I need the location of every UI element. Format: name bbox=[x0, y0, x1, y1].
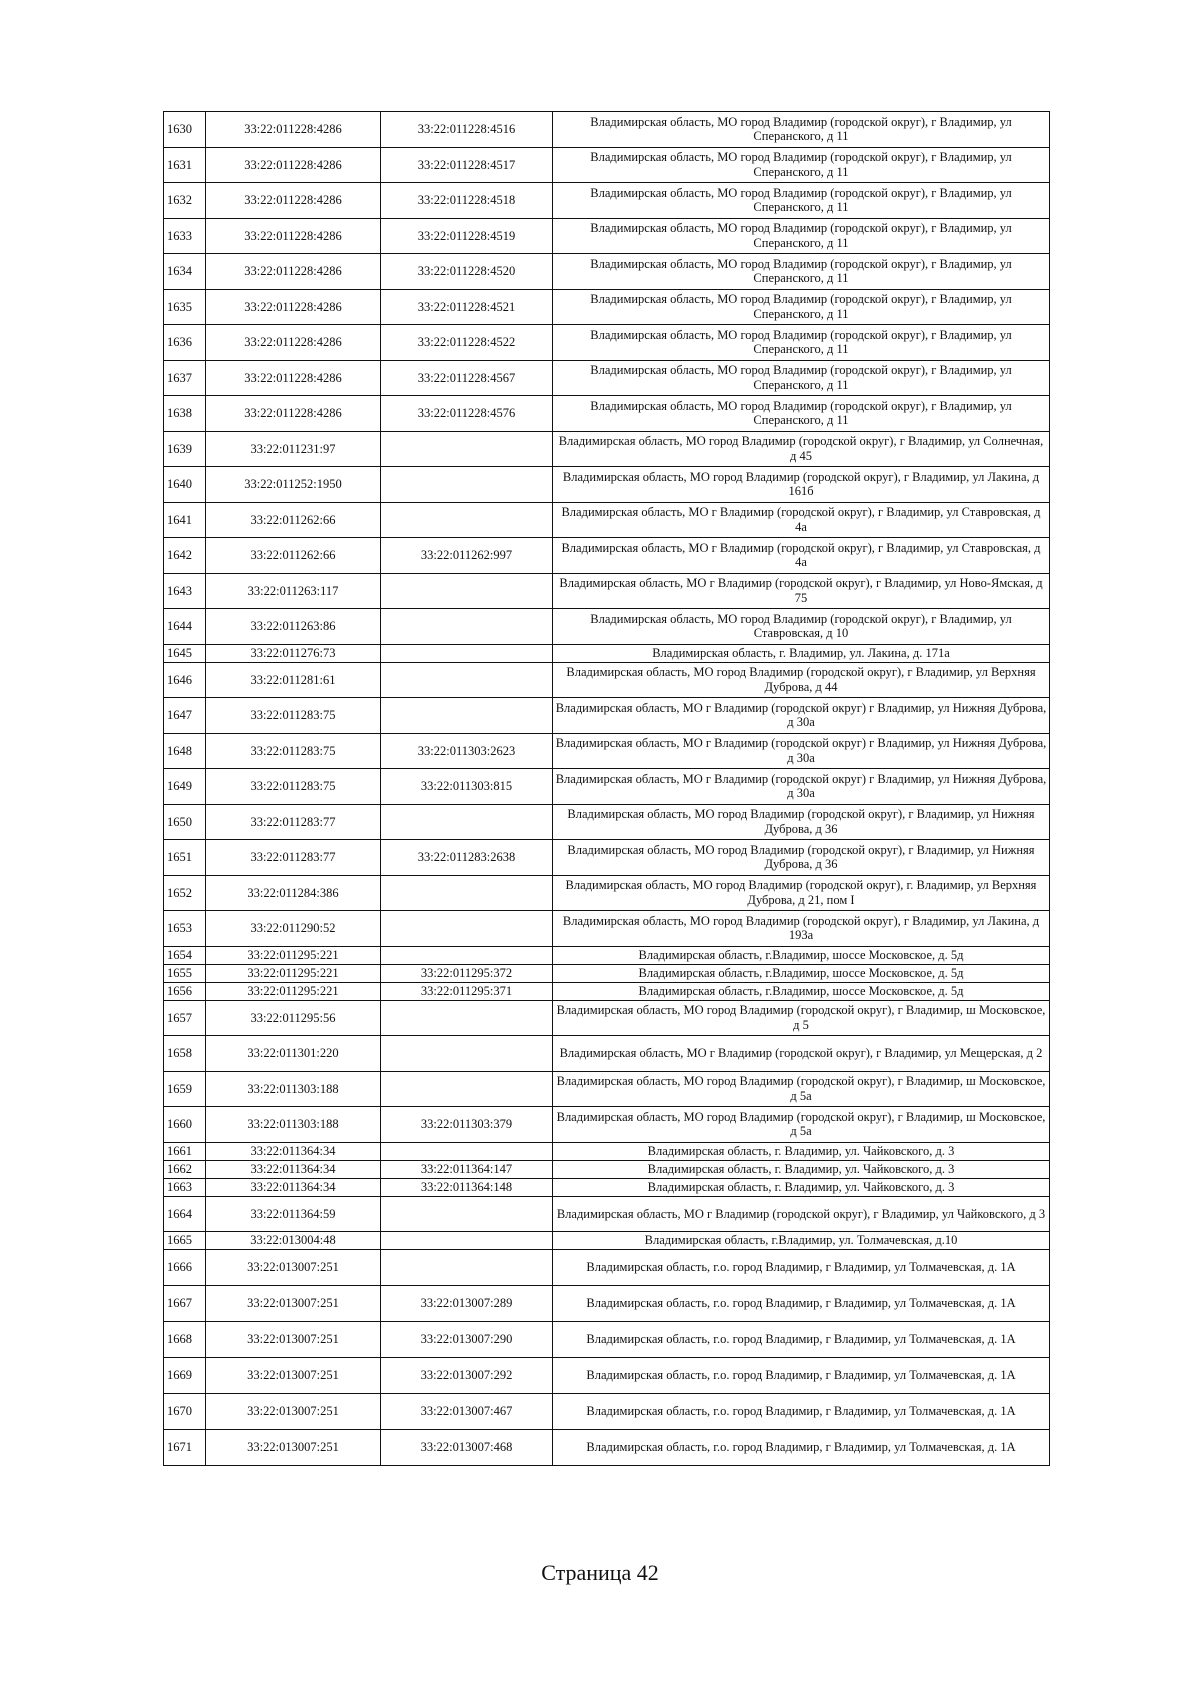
table-row bbox=[164, 254, 1050, 290]
cadastral-number: 33:22:011262:66 bbox=[206, 538, 381, 574]
address-cell: Владимирская область, МО город Владимир (городской округ), г Владимир, ул Сперанского, д 11 bbox=[553, 112, 1050, 148]
address-cell: Владимирская область, МО город Владимир (городской округ), г Владимир, ул Сперанского, д 11 bbox=[553, 183, 1050, 219]
table-row bbox=[164, 1394, 1050, 1430]
row-number: 1656 bbox=[164, 982, 206, 1000]
cadastral-number: 33:22:013007:251 bbox=[206, 1322, 381, 1358]
cadastral-number: 33:22:011303:188 bbox=[206, 1071, 381, 1107]
row-number: 1635 bbox=[164, 289, 206, 325]
table-row bbox=[164, 1250, 1050, 1286]
cadastral-number: 33:22:011283:77 bbox=[206, 840, 381, 876]
sub-cadastral-number: 33:22:011228:4567 bbox=[381, 360, 553, 396]
row-number: 1645 bbox=[164, 644, 206, 662]
sub-cadastral-number: 33:22:013007:468 bbox=[381, 1430, 553, 1466]
row-number: 1663 bbox=[164, 1178, 206, 1196]
sub-cadastral-number: 33:22:011228:4522 bbox=[381, 325, 553, 361]
table-body bbox=[164, 112, 1050, 1466]
address-cell: Владимирская область, МО город Владимир (городской округ), г Владимир, ул Лакина, д 193а bbox=[553, 911, 1050, 947]
row-number: 1654 bbox=[164, 946, 206, 964]
sub-cadastral-number: 33:22:011364:147 bbox=[381, 1160, 553, 1178]
table-row bbox=[164, 662, 1050, 698]
sub-cadastral-number bbox=[381, 609, 553, 645]
cadastral-number: 33:22:011295:221 bbox=[206, 982, 381, 1000]
cadastral-number: 33:22:011283:75 bbox=[206, 769, 381, 805]
cadastral-number: 33:22:011263:86 bbox=[206, 609, 381, 645]
table-row bbox=[164, 1107, 1050, 1143]
sub-cadastral-number: 33:22:013007:292 bbox=[381, 1358, 553, 1394]
row-number: 1669 bbox=[164, 1358, 206, 1394]
cadastral-number: 33:22:011228:4286 bbox=[206, 183, 381, 219]
address-cell: Владимирская область, МО город Владимир (городской округ), г. Владимир, ул Верхняя Дуброва, д 21, пом I bbox=[553, 875, 1050, 911]
address-cell: Владимирская область, МО г Владимир (городской округ) г Владимир, ул Нижняя Дуброва, д 30а bbox=[553, 698, 1050, 734]
sub-cadastral-number: 33:22:011228:4517 bbox=[381, 147, 553, 183]
row-number: 1666 bbox=[164, 1250, 206, 1286]
registry-table bbox=[163, 111, 1050, 1466]
cadastral-number: 33:22:011228:4286 bbox=[206, 112, 381, 148]
row-number: 1658 bbox=[164, 1036, 206, 1072]
sub-cadastral-number: 33:22:011228:4521 bbox=[381, 289, 553, 325]
sub-cadastral-number bbox=[381, 502, 553, 538]
table-row bbox=[164, 1322, 1050, 1358]
sub-cadastral-number: 33:22:011228:4516 bbox=[381, 112, 553, 148]
row-number: 1665 bbox=[164, 1232, 206, 1250]
row-number: 1639 bbox=[164, 431, 206, 467]
row-number: 1638 bbox=[164, 396, 206, 432]
sub-cadastral-number: 33:22:011262:997 bbox=[381, 538, 553, 574]
address-cell: Владимирская область, МО город Владимир (городской округ), г Владимир, ш Московское, д 5а bbox=[553, 1107, 1050, 1143]
cadastral-number: 33:22:011228:4286 bbox=[206, 147, 381, 183]
address-cell: Владимирская область, МО г Владимир (городской округ), г Владимир, ул Ставровская, д 4а bbox=[553, 502, 1050, 538]
table-row bbox=[164, 1071, 1050, 1107]
row-number: 1659 bbox=[164, 1071, 206, 1107]
sub-cadastral-number: 33:22:011283:2638 bbox=[381, 840, 553, 876]
sub-cadastral-number bbox=[381, 946, 553, 964]
row-number: 1661 bbox=[164, 1142, 206, 1160]
table-row bbox=[164, 112, 1050, 148]
table-row bbox=[164, 360, 1050, 396]
table-row bbox=[164, 1178, 1050, 1196]
row-number: 1667 bbox=[164, 1286, 206, 1322]
address-cell: Владимирская область, МО город Владимир (городской округ), г Владимир, ул Сперанского, д 11 bbox=[553, 254, 1050, 290]
row-number: 1637 bbox=[164, 360, 206, 396]
address-cell: Владимирская область, МО г Владимир (городской округ), г Владимир, ул Ново-Ямская, д 75 bbox=[553, 573, 1050, 609]
sub-cadastral-number: 33:22:013007:289 bbox=[381, 1286, 553, 1322]
address-cell: Владимирская область, МО город Владимир (городской округ), г Владимир, ш Московское, д 5а bbox=[553, 1071, 1050, 1107]
sub-cadastral-number bbox=[381, 1250, 553, 1286]
table-row bbox=[164, 1286, 1050, 1322]
sub-cadastral-number: 33:22:011303:815 bbox=[381, 769, 553, 805]
cadastral-number: 33:22:011283:77 bbox=[206, 804, 381, 840]
table-row bbox=[164, 1036, 1050, 1072]
address-cell: Владимирская область, г.о. город Владимир, г Владимир, ул Толмачевская, д. 1А bbox=[553, 1394, 1050, 1430]
sub-cadastral-number bbox=[381, 644, 553, 662]
sub-cadastral-number bbox=[381, 804, 553, 840]
table-row bbox=[164, 1196, 1050, 1232]
cadastral-number: 33:22:013007:251 bbox=[206, 1394, 381, 1430]
cadastral-number: 33:22:011290:52 bbox=[206, 911, 381, 947]
row-number: 1631 bbox=[164, 147, 206, 183]
table-row bbox=[164, 1142, 1050, 1160]
sub-cadastral-number: 33:22:011303:379 bbox=[381, 1107, 553, 1143]
cadastral-number: 33:22:011301:220 bbox=[206, 1036, 381, 1072]
address-cell: Владимирская область, МО город Владимир (городской округ), г Владимир, ул Сперанского, д 11 bbox=[553, 360, 1050, 396]
table-row bbox=[164, 1358, 1050, 1394]
address-cell: Владимирская область, МО город Владимир (городской округ), г Владимир, ул Верхняя Дуброва, д 44 bbox=[553, 662, 1050, 698]
row-number: 1651 bbox=[164, 840, 206, 876]
cadastral-number: 33:22:011303:188 bbox=[206, 1107, 381, 1143]
row-number: 1660 bbox=[164, 1107, 206, 1143]
row-number: 1662 bbox=[164, 1160, 206, 1178]
row-number: 1634 bbox=[164, 254, 206, 290]
table-row bbox=[164, 982, 1050, 1000]
cadastral-number: 33:22:011295:56 bbox=[206, 1000, 381, 1036]
sub-cadastral-number: 33:22:013007:290 bbox=[381, 1322, 553, 1358]
cadastral-number: 33:22:011276:73 bbox=[206, 644, 381, 662]
address-cell: Владимирская область, МО город Владимир (городской округ), г Владимир, ул Сперанского, д 11 bbox=[553, 325, 1050, 361]
table-row bbox=[164, 911, 1050, 947]
cadastral-number: 33:22:011364:34 bbox=[206, 1160, 381, 1178]
cadastral-number: 33:22:011364:34 bbox=[206, 1142, 381, 1160]
cadastral-number: 33:22:011228:4286 bbox=[206, 396, 381, 432]
sub-cadastral-number bbox=[381, 1142, 553, 1160]
row-number: 1632 bbox=[164, 183, 206, 219]
sub-cadastral-number: 33:22:011364:148 bbox=[381, 1178, 553, 1196]
cadastral-number: 33:22:011228:4286 bbox=[206, 254, 381, 290]
address-cell: Владимирская область, г.о. город Владимир, г Владимир, ул Толмачевская, д. 1А bbox=[553, 1430, 1050, 1466]
address-cell: Владимирская область, МО город Владимир (городской округ), г Владимир, ул Сперанского, д 11 bbox=[553, 218, 1050, 254]
cadastral-number: 33:22:011284:386 bbox=[206, 875, 381, 911]
address-cell: Владимирская область, МО г Владимир (городской округ) г Владимир, ул Нижняя Дуброва, д 30а bbox=[553, 733, 1050, 769]
table-row bbox=[164, 1000, 1050, 1036]
table-row bbox=[164, 431, 1050, 467]
address-cell: Владимирская область, г.Владимир, шоссе Московское, д. 5д bbox=[553, 946, 1050, 964]
address-cell: Владимирская область, МО г Владимир (городской округ) г Владимир, ул Нижняя Дуброва, д 30а bbox=[553, 769, 1050, 805]
address-cell: Владимирская область, г. Владимир, ул. Чайковского, д. 3 bbox=[553, 1160, 1050, 1178]
cadastral-number: 33:22:011283:75 bbox=[206, 733, 381, 769]
page-number: Страница 42 bbox=[541, 1560, 659, 1585]
table-row bbox=[164, 964, 1050, 982]
sub-cadastral-number bbox=[381, 573, 553, 609]
row-number: 1640 bbox=[164, 467, 206, 503]
address-cell: Владимирская область, МО город Владимир (городской округ), г Владимир, ул Нижняя Дуброва, д 36 bbox=[553, 804, 1050, 840]
address-cell: Владимирская область, МО город Владимир (городской округ), г Владимир, ул Ставровская, д 10 bbox=[553, 609, 1050, 645]
cadastral-number: 33:22:013007:251 bbox=[206, 1250, 381, 1286]
table-row bbox=[164, 840, 1050, 876]
table-row bbox=[164, 396, 1050, 432]
address-cell: Владимирская область, МО г Владимир (городской округ), г Владимир, ул Мещерская, д 2 bbox=[553, 1036, 1050, 1072]
table-row bbox=[164, 325, 1050, 361]
row-number: 1650 bbox=[164, 804, 206, 840]
cadastral-number: 33:22:011364:59 bbox=[206, 1196, 381, 1232]
cadastral-number: 33:22:011283:75 bbox=[206, 698, 381, 734]
cadastral-number: 33:22:011364:34 bbox=[206, 1178, 381, 1196]
address-cell: Владимирская область, МО город Владимир (городской округ), г Владимир, ул Солнечная, д 45 bbox=[553, 431, 1050, 467]
table-row bbox=[164, 875, 1050, 911]
sub-cadastral-number: 33:22:013007:467 bbox=[381, 1394, 553, 1430]
cadastral-number: 33:22:011262:66 bbox=[206, 502, 381, 538]
address-cell: Владимирская область, г.о. город Владимир, г Владимир, ул Толмачевская, д. 1А bbox=[553, 1358, 1050, 1394]
row-number: 1646 bbox=[164, 662, 206, 698]
sub-cadastral-number bbox=[381, 911, 553, 947]
sub-cadastral-number bbox=[381, 1232, 553, 1250]
row-number: 1648 bbox=[164, 733, 206, 769]
sub-cadastral-number bbox=[381, 431, 553, 467]
row-number: 1647 bbox=[164, 698, 206, 734]
address-cell: Владимирская область, МО г Владимир (городской округ), г Владимир, ул Ставровская, д 4а bbox=[553, 538, 1050, 574]
sub-cadastral-number: 33:22:011303:2623 bbox=[381, 733, 553, 769]
cadastral-number: 33:22:013007:251 bbox=[206, 1430, 381, 1466]
row-number: 1670 bbox=[164, 1394, 206, 1430]
address-cell: Владимирская область, МО г Владимир (городской округ), г Владимир, ул Чайковского, д 3 bbox=[553, 1196, 1050, 1232]
sub-cadastral-number bbox=[381, 1071, 553, 1107]
row-number: 1633 bbox=[164, 218, 206, 254]
table-row bbox=[164, 218, 1050, 254]
row-number: 1657 bbox=[164, 1000, 206, 1036]
address-cell: Владимирская область, МО город Владимир (городской округ), г Владимир, ул Сперанского, д 11 bbox=[553, 396, 1050, 432]
table-row bbox=[164, 1430, 1050, 1466]
row-number: 1653 bbox=[164, 911, 206, 947]
sub-cadastral-number bbox=[381, 698, 553, 734]
row-number: 1668 bbox=[164, 1322, 206, 1358]
cadastral-number: 33:22:013004:48 bbox=[206, 1232, 381, 1250]
table-row bbox=[164, 183, 1050, 219]
row-number: 1636 bbox=[164, 325, 206, 361]
address-cell: Владимирская область, МО город Владимир (городской округ), г Владимир, ул Нижняя Дуброва, д 36 bbox=[553, 840, 1050, 876]
cadastral-number: 33:22:011228:4286 bbox=[206, 325, 381, 361]
cadastral-number: 33:22:013007:251 bbox=[206, 1358, 381, 1394]
address-cell: Владимирская область, г. Владимир, ул. Чайковского, д. 3 bbox=[553, 1178, 1050, 1196]
address-cell: Владимирская область, г.о. город Владимир, г Владимир, ул Толмачевская, д. 1А bbox=[553, 1322, 1050, 1358]
sub-cadastral-number: 33:22:011228:4520 bbox=[381, 254, 553, 290]
row-number: 1649 bbox=[164, 769, 206, 805]
table-row bbox=[164, 946, 1050, 964]
cadastral-number: 33:22:011228:4286 bbox=[206, 360, 381, 396]
table-row bbox=[164, 147, 1050, 183]
row-number: 1642 bbox=[164, 538, 206, 574]
sub-cadastral-number: 33:22:011228:4519 bbox=[381, 218, 553, 254]
sub-cadastral-number bbox=[381, 875, 553, 911]
address-cell: Владимирская область, МО город Владимир (городской округ), г Владимир, ул Сперанского, д 11 bbox=[553, 289, 1050, 325]
row-number: 1630 bbox=[164, 112, 206, 148]
sub-cadastral-number: 33:22:011295:371 bbox=[381, 982, 553, 1000]
row-number: 1671 bbox=[164, 1430, 206, 1466]
cadastral-number: 33:22:011281:61 bbox=[206, 662, 381, 698]
table-row bbox=[164, 289, 1050, 325]
table-row bbox=[164, 538, 1050, 574]
cadastral-number: 33:22:011295:221 bbox=[206, 964, 381, 982]
address-cell: Владимирская область, г.Владимир, ул. Толмачевская, д.10 bbox=[553, 1232, 1050, 1250]
row-number: 1641 bbox=[164, 502, 206, 538]
table-row bbox=[164, 1160, 1050, 1178]
sub-cadastral-number bbox=[381, 1000, 553, 1036]
table-row bbox=[164, 609, 1050, 645]
table-row bbox=[164, 769, 1050, 805]
sub-cadastral-number bbox=[381, 662, 553, 698]
address-cell: Владимирская область, г.о. город Владимир, г Владимир, ул Толмачевская, д. 1А bbox=[553, 1250, 1050, 1286]
sub-cadastral-number bbox=[381, 467, 553, 503]
table-row bbox=[164, 698, 1050, 734]
sub-cadastral-number: 33:22:011295:372 bbox=[381, 964, 553, 982]
sub-cadastral-number: 33:22:011228:4518 bbox=[381, 183, 553, 219]
row-number: 1652 bbox=[164, 875, 206, 911]
address-cell: Владимирская область, г.Владимир, шоссе Московское, д. 5д bbox=[553, 964, 1050, 982]
cadastral-number: 33:22:013007:251 bbox=[206, 1286, 381, 1322]
table-row bbox=[164, 1232, 1050, 1250]
row-number: 1644 bbox=[164, 609, 206, 645]
cadastral-number: 33:22:011228:4286 bbox=[206, 218, 381, 254]
cadastral-number: 33:22:011295:221 bbox=[206, 946, 381, 964]
cadastral-number: 33:22:011263:117 bbox=[206, 573, 381, 609]
address-cell: Владимирская область, г. Владимир, ул. Чайковского, д. 3 bbox=[553, 1142, 1050, 1160]
table-row bbox=[164, 502, 1050, 538]
table-row bbox=[164, 467, 1050, 503]
table-row bbox=[164, 573, 1050, 609]
table-row bbox=[164, 644, 1050, 662]
address-cell: Владимирская область, МО город Владимир (городской округ), г Владимир, ш Московское, д 5 bbox=[553, 1000, 1050, 1036]
cadastral-number: 33:22:011228:4286 bbox=[206, 289, 381, 325]
row-number: 1643 bbox=[164, 573, 206, 609]
address-cell: Владимирская область, МО город Владимир (городской округ), г Владимир, ул Сперанского, д 11 bbox=[553, 147, 1050, 183]
address-cell: Владимирская область, г. Владимир, ул. Лакина, д. 171а bbox=[553, 644, 1050, 662]
address-cell: Владимирская область, г.Владимир, шоссе Московское, д. 5д bbox=[553, 982, 1050, 1000]
cadastral-number: 33:22:011231:97 bbox=[206, 431, 381, 467]
address-cell: Владимирская область, г.о. город Владимир, г Владимир, ул Толмачевская, д. 1А bbox=[553, 1286, 1050, 1322]
table-row bbox=[164, 733, 1050, 769]
address-cell: Владимирская область, МО город Владимир (городской округ), г Владимир, ул Лакина, д 161б bbox=[553, 467, 1050, 503]
table-row bbox=[164, 804, 1050, 840]
sub-cadastral-number bbox=[381, 1196, 553, 1232]
row-number: 1655 bbox=[164, 964, 206, 982]
cadastral-number: 33:22:011252:1950 bbox=[206, 467, 381, 503]
sub-cadastral-number: 33:22:011228:4576 bbox=[381, 396, 553, 432]
row-number: 1664 bbox=[164, 1196, 206, 1232]
sub-cadastral-number bbox=[381, 1036, 553, 1072]
